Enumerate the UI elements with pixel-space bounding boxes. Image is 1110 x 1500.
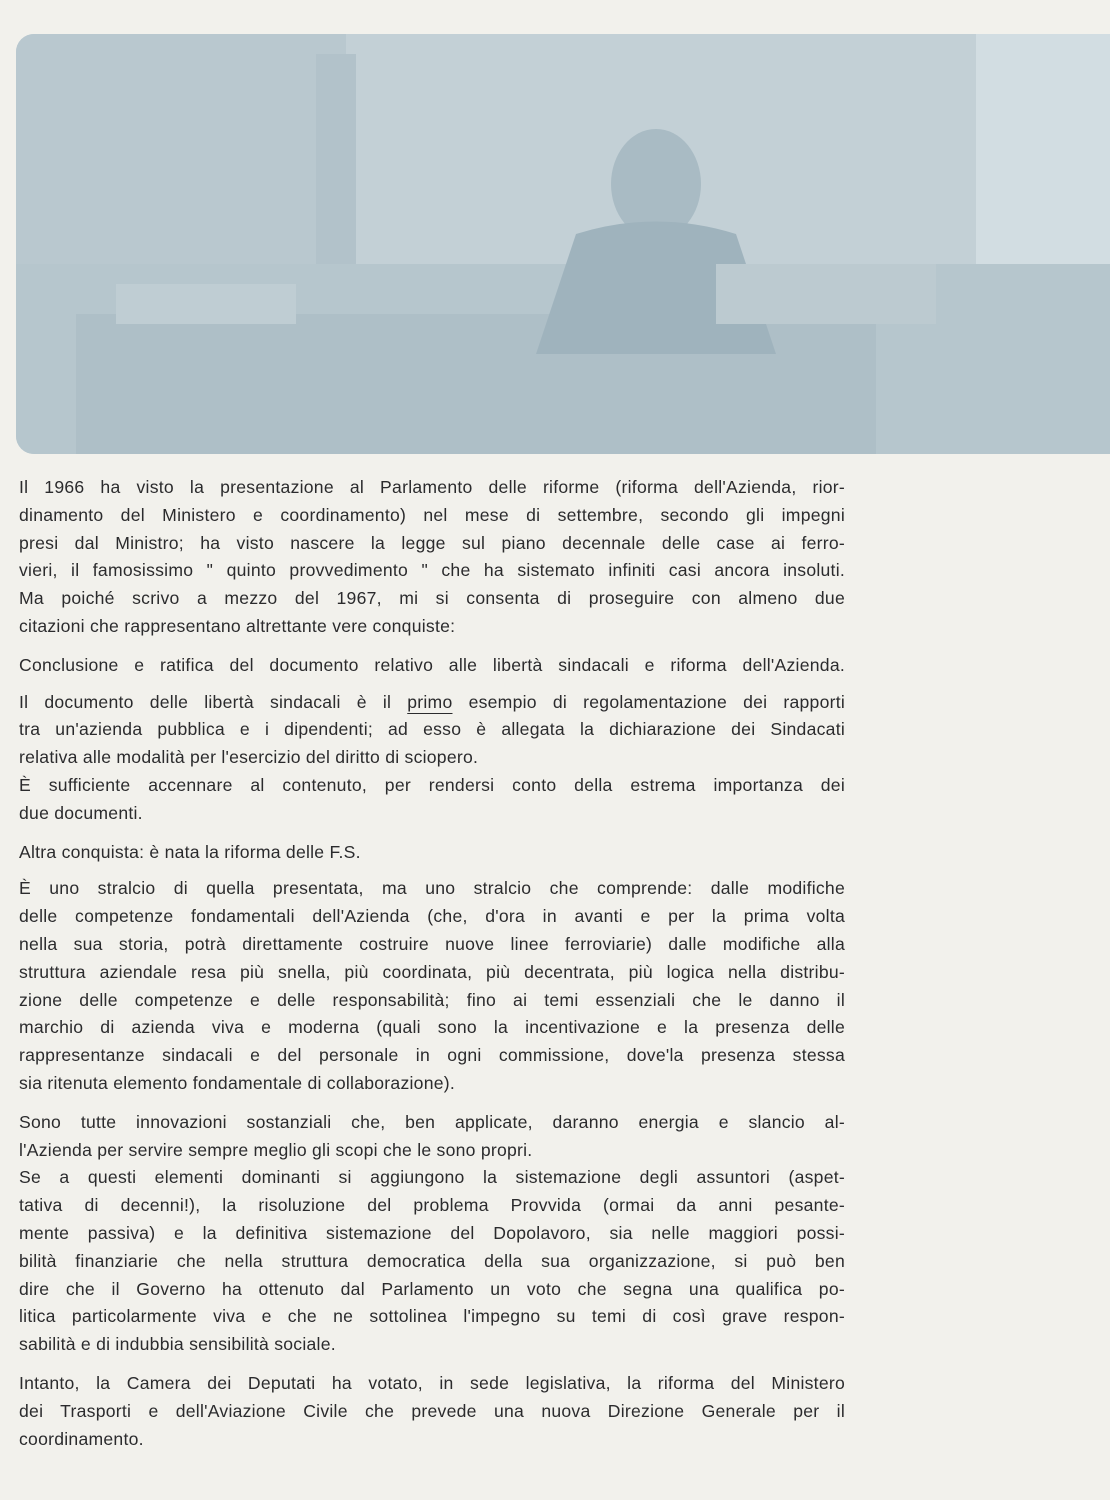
text-line: dinamento del Ministero e coordinamento) nel mese di settembre, secondo gli impegni <box>19 504 845 525</box>
text-line: mente passiva) e la definitiva sistemazione del Dopolavoro, sia nelle maggiori possi- <box>19 1222 845 1243</box>
text-fragment: Il documento delle libertà sindacali è il <box>19 691 392 712</box>
text-line: Altra conquista: è nata la riforma delle F.S. <box>19 841 361 862</box>
text-line: delle competenze fondamentali dell'Azienda (che, d'ora in avanti e per la prima volta <box>19 906 845 927</box>
text-fragment: esempio di regolamentazione dei rapporti <box>468 691 846 712</box>
underlined-word: primo <box>407 691 453 712</box>
text-line: zione delle competenze e delle responsabilità; fino ai temi essenziali che le danno il <box>19 989 845 1010</box>
text-line: sia ritenuta elemento fondamentale di collaborazione). <box>19 1072 456 1093</box>
text-line: relativa alle modalità per l'esercizio del diritto di sciopero. <box>19 747 479 768</box>
text-line: dei Trasporti e dell'Aviazione Civile che prevede una nuova Direzione Generale per il <box>19 1400 845 1421</box>
text-line: rappresentanze sindacali e del personale in ogni commissione, dove'la presenza stessa <box>19 1045 845 1066</box>
text-line: sabilità e di indubbia sensibilità sociale. <box>19 1334 336 1355</box>
text-line: citazioni che rappresentano altrettante vere conquiste: <box>19 615 456 636</box>
text-line: vieri, il famosissimo " quinto provvedimento " che ha sistemato infiniti casi ancora insoluti. <box>19 560 845 581</box>
article-body <box>19 474 845 1453</box>
text-line: due documenti. <box>19 802 143 823</box>
text-line: nella sua storia, potrà direttamente costruire nuove linee ferroviarie) dalle modifiche alla <box>19 933 845 954</box>
text-line: Intanto, la Camera dei Deputati ha votato, in sede legislativa, la riforma del Ministero <box>19 1372 845 1393</box>
text-line: marchio di azienda viva e moderna (quali sono la incentivazione e la presenza delle <box>19 1017 845 1038</box>
text-line: Conclusione e ratifica del documento relativo alle libertà sindacali e riforma dell'Azienda. <box>19 654 845 675</box>
text-line: coordinamento. <box>19 1428 144 1449</box>
text-line: Il 1966 ha visto la presentazione al Parlamento delle riforme (riforma dell'Azienda, rior- <box>19 477 845 497</box>
text-line: È sufficiente accennare al contenuto, per rendersi conto della estrema importanza dei <box>19 774 845 795</box>
text-line: dire che il Governo ha ottenuto dal Parlamento un voto che segna una qualifica po- <box>19 1278 845 1299</box>
text-line: È uno stralcio di quella presentata, ma uno stralcio che comprende: dalle modifiche <box>19 878 845 899</box>
text-line: tativa di decenni!), la risoluzione del problema Provvida (ormai da anni pesante- <box>19 1195 845 1216</box>
text-line: litica particolarmente viva e che ne sottolinea l'impegno su temi di così grave respon- <box>19 1306 845 1327</box>
text-line: Se a questi elementi dominanti si aggiungono la sistemazione degli assuntori (aspet- <box>19 1167 845 1188</box>
office-photo-icon <box>16 34 1110 454</box>
text-line: tra un'azienda pubblica e i dipendenti; ad esso è allegata la dichiarazione dei Sindacati <box>19 719 845 740</box>
text-line: bilità finanziarie che nella struttura democratica della sua organizzazione, si può ben <box>19 1250 845 1271</box>
text-line: presi dal Ministro; ha visto nascere la legge sul piano decennale delle case ai ferro- <box>19 532 845 553</box>
text-line: Ma poiché scrivo a mezzo del 1967, mi si consenta di proseguire con almeno due <box>19 588 845 609</box>
text-line: l'Azienda per servire sempre meglio gli scopi che le sono propri. <box>19 1139 533 1160</box>
text-line: Sono tutte innovazioni sostanziali che, ben applicate, daranno energia e slancio al- <box>19 1111 845 1132</box>
text-line: struttura aziendale resa più snella, più coordinata, più decentrata, più logica nella distribu- <box>19 961 845 982</box>
header-photo <box>16 34 1110 454</box>
text-line-with-emphasis <box>19 689 845 717</box>
